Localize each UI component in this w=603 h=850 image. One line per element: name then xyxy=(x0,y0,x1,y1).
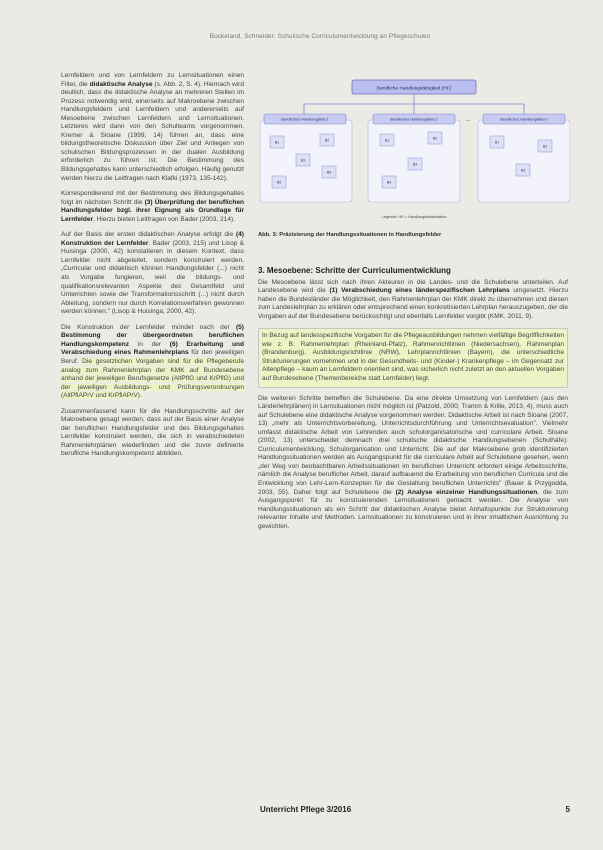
text-run: Lernfeldern und von Lernfeldern zu Lernsituationen einen Filter, die xyxy=(61,72,244,88)
node-label: B2 xyxy=(324,138,330,143)
bold-term: didaktische Analyse xyxy=(89,80,153,88)
highlighted-text: Die gesetzlichen Vorgaben sind für die Pflegeberufe analog zum Rahmenlehrplan der KMK auf Bundesebene anhand der jeweiligen Berufsgesetze (AltPflG und KrPflG) und der jeweiligen Ausbildungs- und Prüfungsverordnungen (AltPflAPrV und KrPflAPrV). xyxy=(61,357,244,400)
text-run: Korrespondierend mit der Bestimmung des Bildungsgehaltes folgt im nächsten Schritt die xyxy=(61,190,244,206)
right-paragraph-1 xyxy=(258,279,568,322)
node-label: B3 xyxy=(412,162,418,167)
node-label: B3 xyxy=(520,168,526,173)
left-paragraph-3 xyxy=(61,231,244,316)
node-label: B5 xyxy=(276,180,282,185)
bold-term: (3) Überprüfung der beruflichen Handlungsfelder bzgl. ihrer Eignung als Grundlage für Lernfelder xyxy=(61,198,244,223)
handlungsfeld-diagram xyxy=(258,72,570,232)
text-run: umgesetzt. Hierzu haben die Bundesländer die Möglichkeit, den Rahmenlehrplan der KMK direkt zu übernehmen und diesen zum Landeslehrplan zu erklären oder entsprechend einen konkretisierten Lehrplan herauszugeben, der die Vorgaben auf der Bundesebene berücksichtigt und ebenfalls Lernfelder vorgibt (KMK, 2011, 9). xyxy=(258,287,568,320)
figure-legend: Legende: HS = Handlungsfeldsituation xyxy=(381,215,447,219)
node-label: B1 xyxy=(494,140,500,145)
text-run: in der xyxy=(129,340,170,348)
field-box-label-1: Berufliches Handlungsfeld 1 xyxy=(281,117,329,122)
bold-term: (4) Konstruktion der Lernfelder xyxy=(61,231,244,247)
field-box-label-2: Berufliches Handlungsfeld 2 xyxy=(390,117,438,122)
node-label: B1 xyxy=(274,140,280,145)
text-run: Die weiteren Schritte betreffen die Schulebene. Da eine direkte Umsetzung von Lernfeldern (aus den Länderlehrplänen) in Lernsituationen nicht möglich ist (Patzold, 2000; Tramm & Krille, 2013, 4), muss auch auf Schulebene eine didaktische Analyse vorgenommen werden. Didaktische Arbeit ist nach Sloane (2007, 13) „mehr als Unterrichtsvorbereitung, Unterrichtsdurchführung und Unterrichtsevaluation". Vielmehr umfasst didaktische Arbeit von Lehrenden auch schulorganisatorische und curriculare Arbeit. Sloane (2002, 13) unterscheidet demnach drei schulische didaktische Handlungsebenen (Schulhäfe): Curriculumentwicklung, Schulorganisation und Unterricht. Die auf der Makroebene grob identifizierten Handlungssituationen werden als Ausgangspunkt für die curriculare Arbeit auf Schulebene gesehen, wenn „der Weg von beobachtbaren Arbeitssituationen im beruflichen Unterricht erfordert einige Arbeitsschritte, nämlich die Analyse beruflicher Arbeit, darauf aufbauend die Erarbeitung von beruflichen Curricula und die Entwicklung von Lehr-Lern-Konzepten für die Gestaltung beruflichen Unterrichts" (Bauer & Przygodda, 2003, 55). Daher folgt auf Schulebene die xyxy=(258,394,568,496)
running-head: Buckeland, Schneider: Schulische Curriculumentwicklung an Pflegeschulen xyxy=(209,33,431,40)
right-paragraph-2 xyxy=(258,395,568,532)
node-label: B1 xyxy=(384,138,390,143)
ellipsis: ... xyxy=(465,117,471,123)
left-paragraph-2 xyxy=(61,190,244,224)
text-run: für den jeweiligen Beruf. xyxy=(61,349,244,365)
text-run: , die zum Ausgangspunkt für zu konstruierenden Lernsituationen gemacht werden. Die Analyse von Handlungssituationen als ein Schritt der didaktischen Analyse bietet Anhaltspunkte zur Strukturierung relevanter Inhalte und Methoden. Lernsituationen zu konstruieren und in ihrer inhaltlichen Ausrichtung zu gewichten. xyxy=(258,488,569,530)
node-label: B3 xyxy=(300,158,306,163)
figure-caption: Abb. 3: Präzisierung der Handlungssituationen in Handlungsfelder xyxy=(258,232,442,238)
page-number: 5 xyxy=(565,805,570,814)
bold-term: (6) Erarbeitung und Verabschiedung eines Rahmenlehrplans xyxy=(61,340,244,357)
text-run: Die Mesoebene lässt sich nach ihren Akteuren in die Landes- und die Schulebene unterteilen. Auf Landesebene wird die xyxy=(258,278,568,295)
field-box-label-n: Berufliches Handlungsfeld n xyxy=(500,117,548,122)
left-paragraph-4 xyxy=(61,324,244,401)
node-label: B2 xyxy=(542,144,548,149)
left-paragraph-1 xyxy=(61,72,244,183)
node-label: B4 xyxy=(386,180,392,185)
journal-name: Unterricht Pflege 3/2016 xyxy=(260,805,352,814)
bold-term: (5) Bestimmung der übergeordneten beruflichen Handlungskompetenz xyxy=(61,323,244,348)
left-column xyxy=(61,72,244,466)
bold-term: (2) Analyse einzelner Handlungssituationen xyxy=(395,488,538,496)
text-run: Auf der Basis der ersten didaktischen Analyse erfolgt die xyxy=(61,231,236,239)
figure-diagram xyxy=(258,72,570,247)
section-heading: 3. Mesoebene: Schritte der Curriculumentwicklung xyxy=(258,266,451,275)
text-run: . Bader (2003, 215) und Lisop & Huisinga (2000, 42) konstatieren in diesem Kontext, dass Lernfelder nicht abgeleitet, sondern konstruiert werden. „Curricular und didaktisch können Handlungsfelder (...) nicht als Vorgabe fungieren, weil die bildungs- und qualifikationsrelevanten Aspekte des Gesamtfeld und Unterrichten sowie der Transformationsschritt (...) nicht durch Ableitung, sondern nur durch Korrelationsverfahren gewonnen werden können." (Lisop & Huisinga, 2000, 42). xyxy=(61,239,245,316)
bold-term: (1) Verabschiedung eines länderspezifischen Lehrplans xyxy=(329,287,510,295)
text-run: Die Konstruktion der Lernfelder mündet nach der xyxy=(61,323,236,331)
highlighted-box: In Bezug auf landesspezifische Vorgaben für die Pflegeausbildungen nehmen vielfältige Begrifflichkeiten wie z. B. Rahmenlehrplan (Rheinland-Pfalz), Rahmenrichtlinien (Niedersachsen), Rahmenplan (Brandenburg), Ausbildungsrichtlinie (NRW), Lehrplanrichtlinien (Bayern), die unterschiedliche Strukturierungen vornehmen und in der Gesundheits- und (Kinder-) Krankenpflege – im Gegensatz zur Altenpflege – kaum an Lernfeldern orientiert sind, was sicherlich nicht zuletzt an den aktuellen Vorgaben auf Bundesebene (Themenbereiche statt Lernfelder) liegt. xyxy=(258,328,568,387)
left-paragraph-5: Zusammenfassend kann für die Handlungsschritte auf der Makroebene gesagt werden, dass auf der Basis einer Analyse der beruflichen Handlungsfelder und des Bildungsgehaltes Lernfelder konstruiert werden, die sich in verabschiedeten Rahmenlehrplänen wiederfinden und die zuvor definierte berufliche Handlungskompetenz abbilden. xyxy=(61,407,244,458)
text-run: (s. Abb. 2, S. 4). Hiernach wird deutlich, dass die didaktische Analyse an mehreren Stellen im Prozess notwendig wird, einerseits auf Makroebene zwischen Handlungsfeldern und Lernfeldern und andererseits auf Mesoebene zwischen Lernfeldern und Lernsituationen. Letzteres wird dann von den Schulteams vorgenommen. Kremer & Sloane (1999, 14) führen an, dass eine bildungstheoretische Diskussion über Ziel und Anliegen von schulischen Bildungsprozessen in der dualen Ausbildung erforderlich zu führen ist. Die Bestimmung des Bildungsgehaltes kann unterschiedlich erfolgen. Häufig genutzt werden hierzu die Leitfragen nach Klafki (1973, 135-142). xyxy=(61,80,244,182)
top-box-label: Berufliche Handlungsfähigkeit (HF) xyxy=(376,86,452,92)
node-label: B4 xyxy=(326,170,332,175)
right-column xyxy=(258,267,568,538)
node-label: B2 xyxy=(432,136,438,141)
text-run: . Hierzu bieten Leitfragen von Bader (2003, 214). xyxy=(93,215,235,223)
